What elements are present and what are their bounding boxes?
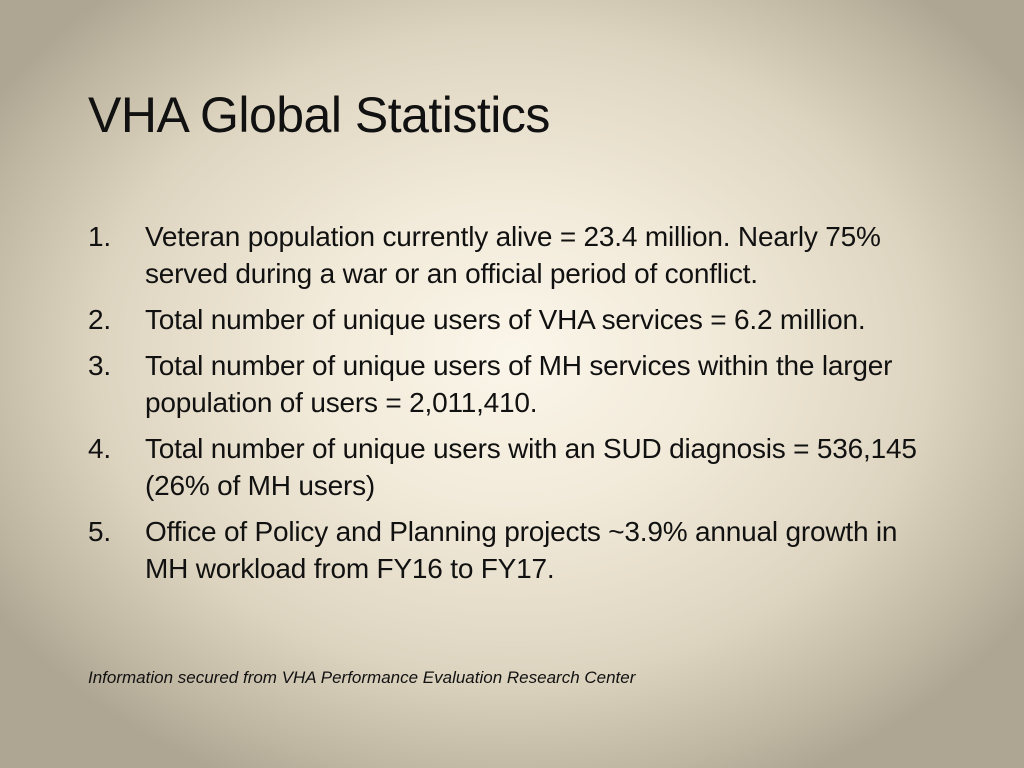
source-footnote: Information secured from VHA Performance Evaluation Research Center [88, 668, 636, 687]
list-item-number: 3. [88, 350, 111, 381]
list-item-number: 2. [88, 304, 111, 335]
list-item [88, 301, 938, 338]
list-item-number: 1. [88, 221, 111, 252]
list-item [88, 218, 938, 292]
list-item-number: 5. [88, 516, 111, 547]
list-item [88, 430, 938, 504]
list-item-number: 4. [88, 433, 111, 464]
list-item [88, 347, 938, 421]
list-item-text: Total number of unique users with an SUD diagnosis = 536,145 (26% of MH users) [145, 433, 917, 501]
list-item-text: Veteran population currently alive = 23.4 million. Nearly 75% served during a war or an official period of conflict. [145, 221, 881, 289]
statistics-list [88, 218, 938, 596]
slide-title: VHA Global Statistics [88, 87, 550, 143]
list-item [88, 513, 938, 587]
list-item-text: Total number of unique users of MH services within the larger population of users = 2,011,410. [145, 350, 893, 418]
list-item-text: Total number of unique users of VHA services = 6.2 million. [145, 304, 866, 335]
list-item-text: Office of Policy and Planning projects ~3.9% annual growth in MH workload from FY16 to FY17. [145, 516, 898, 584]
